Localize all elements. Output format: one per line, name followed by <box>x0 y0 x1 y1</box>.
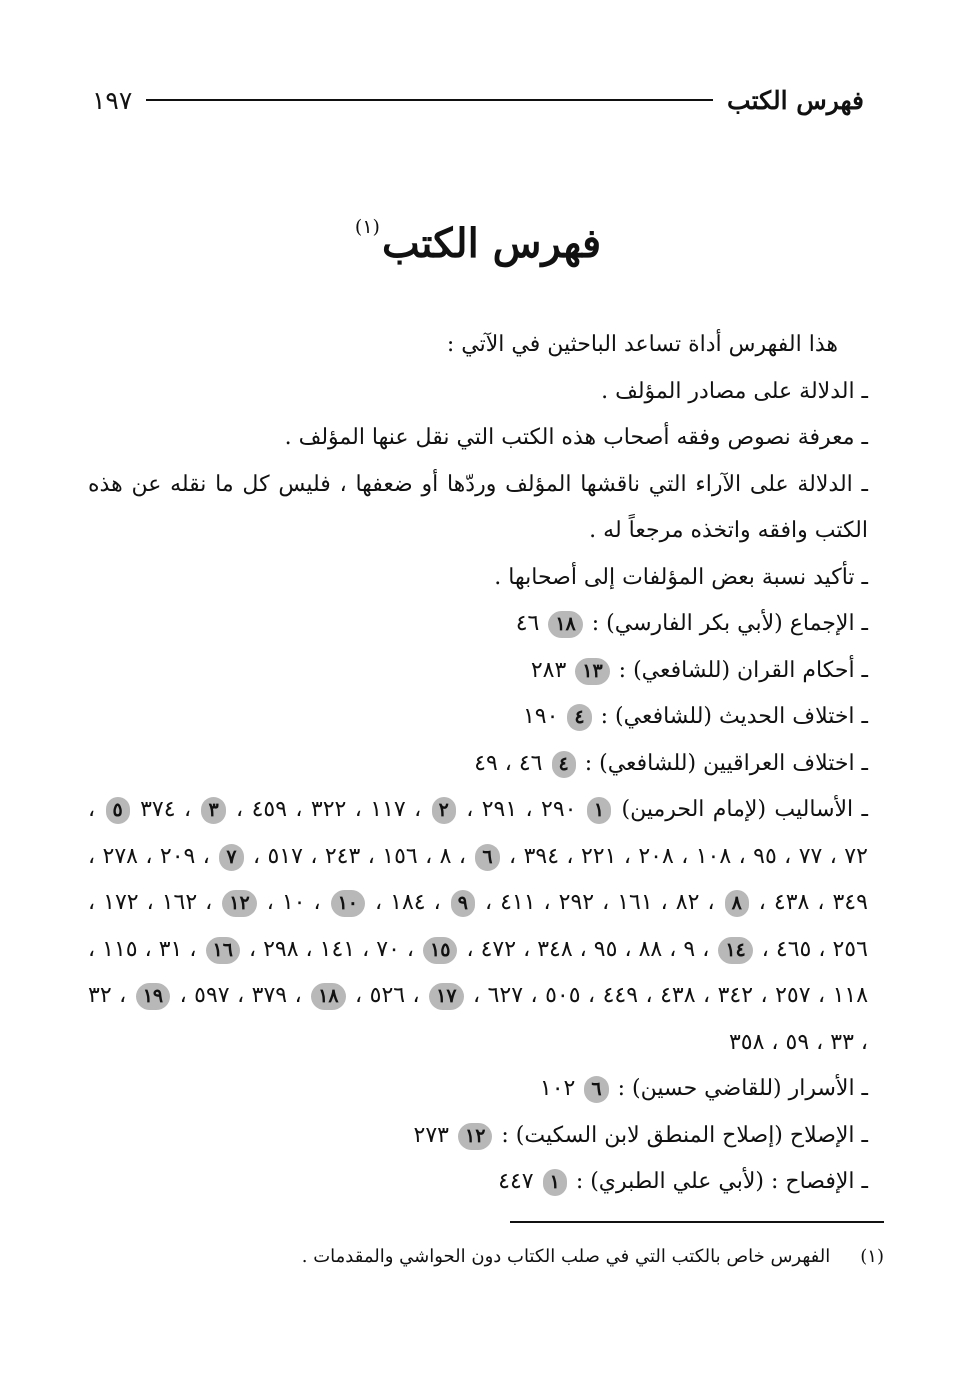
index-entry <box>88 694 868 741</box>
page-refs: ، ٣٢ ، ٣٣ ، ٥٩ ، ٣٥٨ <box>88 983 868 1055</box>
volume-badge: ٥ <box>106 797 130 824</box>
running-title: فهرس الكتب <box>727 85 864 115</box>
entry-title: ـ اختلاف الحديث (للشافعي) : <box>593 704 868 729</box>
page-refs: ، ٨ ، ١٥٦ ، ٢٤٣ ، ٥١٧ ، <box>245 843 474 869</box>
page-refs: ٤٦ ، ٤٩ <box>474 750 550 776</box>
page-refs: ، ١١٧ ، ٣٢٢ ، ٤٥٩ ، <box>227 797 430 822</box>
volume-badge: ١٨ <box>311 983 345 1010</box>
index-entry <box>88 648 868 695</box>
index-entry <box>88 1066 868 1113</box>
page-refs: ١٩٠ <box>522 704 566 729</box>
index-body <box>88 322 868 1206</box>
volume-badge: ١٢ <box>458 1123 492 1150</box>
header-rule <box>146 99 713 101</box>
volume-badge: ١٩ <box>136 983 170 1010</box>
volume-badge: ١٣ <box>575 658 609 685</box>
purpose-item: ـ الدلالة على الآراء التي ناقشها المؤلف وردّها أو ضعفها ، فليس كل ما نقله عن هذه الكتب وافقه واتخذه مرجعاً له . <box>88 471 868 543</box>
page-refs: ١٠٢ <box>539 1076 583 1101</box>
volume-badge: ٣ <box>201 797 225 824</box>
volume-badge: ٤ <box>567 704 591 731</box>
volume-badge: ١٤ <box>718 937 752 964</box>
volume-badge: ١٧ <box>429 983 463 1010</box>
volume-badge: ٦ <box>584 1076 608 1103</box>
page-refs: ، ١٦٢ ، ١٧٢ ، ٢٥٦ ، ٤٦٥ ، <box>88 890 868 962</box>
running-header <box>92 80 864 120</box>
page-refs: ، ٩ ، ٨٨ ، ٩٥ ، ٣٤٨ ، ٤٧٢ ، <box>459 936 717 962</box>
intro-text: هذا الفهرس أداة تساعد الباحثين في الآتي : <box>446 332 838 357</box>
entry-title: ـ الإفصاح : (لأبي علي الطبري) : <box>568 1169 868 1194</box>
entry-title: ـ أحكام القران (للشافعي) : <box>611 657 868 683</box>
volume-badge: ٧ <box>219 844 243 871</box>
footnote-marker: (١) <box>860 1246 884 1267</box>
page-title-text: فهرس الكتب <box>381 220 602 267</box>
volume-badge: ١ <box>543 1169 567 1196</box>
page-refs: ، ١٠ ، <box>258 890 329 915</box>
page-refs: ٢٩٠ ، ٢٩١ ، <box>457 797 585 822</box>
entry-title: ـ اختلاف العراقيين (للشافعي) : <box>577 750 868 776</box>
volume-badge: ٦ <box>475 844 499 871</box>
page-refs: ، ١٨٤ ، <box>367 890 449 915</box>
page-refs: ، ٣٧٩ ، ٥٩٧ ، <box>172 983 310 1008</box>
footnote-text: الفهرس خاص بالكتب التي في صلب الكتاب دون الحواشي والمقدمات . <box>301 1246 831 1267</box>
page-refs: ، ٥٢٦ ، <box>347 983 428 1008</box>
page-refs: ، ٧٠ ، ١٤١ ، ٢٩٨ ، <box>241 936 422 962</box>
entry-title: ـ الأسرار (للقاضي حسين) : <box>610 1076 868 1101</box>
index-entry <box>88 787 868 1066</box>
entry-title: ـ الإصلاح (إصلاح المنطق لابن السكيت) : <box>494 1122 868 1148</box>
page-refs: ، ٧٢ ، ٧٧ ، ٩٥ ، ١٠٨ ، ٢٠٨ ، ٢٢١ ، ٣٩٤ ، <box>88 797 868 869</box>
index-entry <box>88 741 868 788</box>
page-title <box>0 216 956 267</box>
footnote-rule <box>510 1221 884 1223</box>
volume-badge: ١٠ <box>331 890 365 917</box>
index-entry <box>88 1113 868 1160</box>
volume-badge: ٨ <box>725 890 749 917</box>
entry-title: ـ الإجماع (لأبي بكر الفارسي) : <box>584 611 868 636</box>
entry-title: ـ الأساليب (لإمام الحرمين) <box>613 797 869 822</box>
page-refs: ٤٤٧ <box>498 1169 541 1194</box>
page-refs: ، ٣٧٤ <box>131 797 200 822</box>
purpose-item: ـ معرفة نصوص وفقه أصحاب هذه الكتب التي نقل عنها المؤلف . <box>284 425 868 450</box>
page-number: ١٩٧ <box>92 85 133 115</box>
index-entry <box>88 601 868 648</box>
footnote <box>88 1246 884 1267</box>
page-refs: ٤٦ <box>515 611 547 636</box>
volume-badge: ١٢ <box>222 890 256 917</box>
volume-badge: ٩ <box>451 890 475 917</box>
volume-badge: ٤ <box>552 751 576 778</box>
title-footnote-ref: (١) <box>354 216 380 238</box>
purpose-item: ـ الدلالة على مصادر المؤلف . <box>601 378 868 404</box>
volume-badge: ١٥ <box>423 937 457 964</box>
purpose-item: ـ تأكيد نسبة بعض المؤلفات إلى أصحابها . <box>494 564 868 590</box>
index-entry <box>88 1159 868 1206</box>
index-entries <box>88 601 868 1206</box>
volume-badge: ١٦ <box>206 937 240 964</box>
page-refs: ٢٧٣ <box>413 1122 456 1148</box>
volume-badge: ٢ <box>432 797 456 824</box>
volume-badge: ١ <box>587 797 611 824</box>
page-refs: ، ٣١ ، ١١٥ ، ١١٨ ، ٢٥٧ ، ٣٤٢ ، ٤٣٨ ، ٤٤٩ ، ٥٠٥ ، ٦٢٧ ، <box>88 936 869 1008</box>
page-refs: ، ٢٠٩ ، ٢٧٨ ، ٣٤٩ ، ٤٣٨ ، <box>88 843 868 915</box>
page-refs: ٢٨٣ <box>530 657 574 683</box>
page-refs: ، ٨٢ ، ١٦١ ، ٢٩٢ ، ٤١١ ، <box>476 890 723 915</box>
volume-badge: ١٨ <box>548 611 582 638</box>
